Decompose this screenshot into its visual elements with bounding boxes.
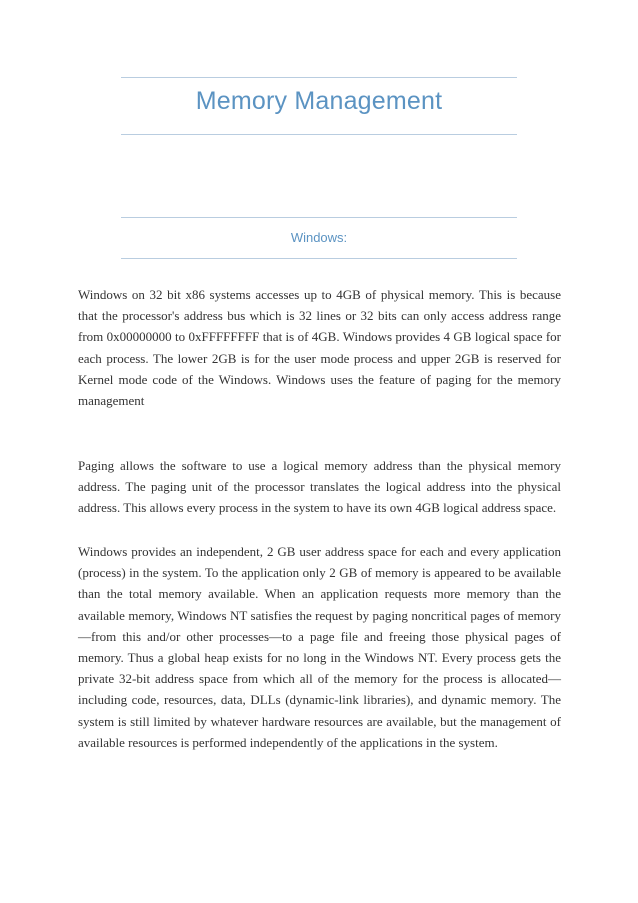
section-top-rule (121, 217, 517, 218)
page-title: Memory Management (195, 87, 443, 115)
paragraph-paging: Paging allows the software to use a logical memory address than the physical memory address. The paging unit of the processor translates the logical address into the physical address. This allows every process in the system to have its own 4GB logical address space. (78, 458, 561, 516)
paragraph-address-space: Windows on 32 bit x86 systems accesses up to 4GB of physical memory. This is because that the processor's address bus which is 32 lines or 32 bits can only access address range from 0x00000000 to 0xFFFFFFFF that is of 4GB. Windows provides 4 GB logical space for each process. The lower 2GB is for the user mode process and upper 2GB is reserved for Kernel mode code of the Windows. Windows uses the feature of paging for the memory management (78, 287, 561, 409)
title-bottom-rule (121, 134, 517, 135)
title-top-rule (121, 77, 517, 78)
paragraph-user-address-space: Windows provides an independent, 2 GB user address space for each and every application (process) in the system. To the application only 2 GB of memory is appeared to be available than the total memory available. When an application requests more memory than the available memory, Windows NT satisfies the request by paging noncritical pages of memory—from this and/or other processes—to a page file and freeing those physical pages of memory. Thus a global heap exists for no long in the Windows NT. Every process gets the private 32-bit address space from which all of the memory for the process is allocated—including code, resources, data, DLLs (dynamic-link libraries), and dynamic memory. The system is still limited by whatever hardware resources are available, but the management of available resources is performed independently of the applications in the system. (78, 544, 561, 750)
section-bottom-rule (121, 258, 517, 259)
section-heading: Windows: (290, 230, 348, 245)
